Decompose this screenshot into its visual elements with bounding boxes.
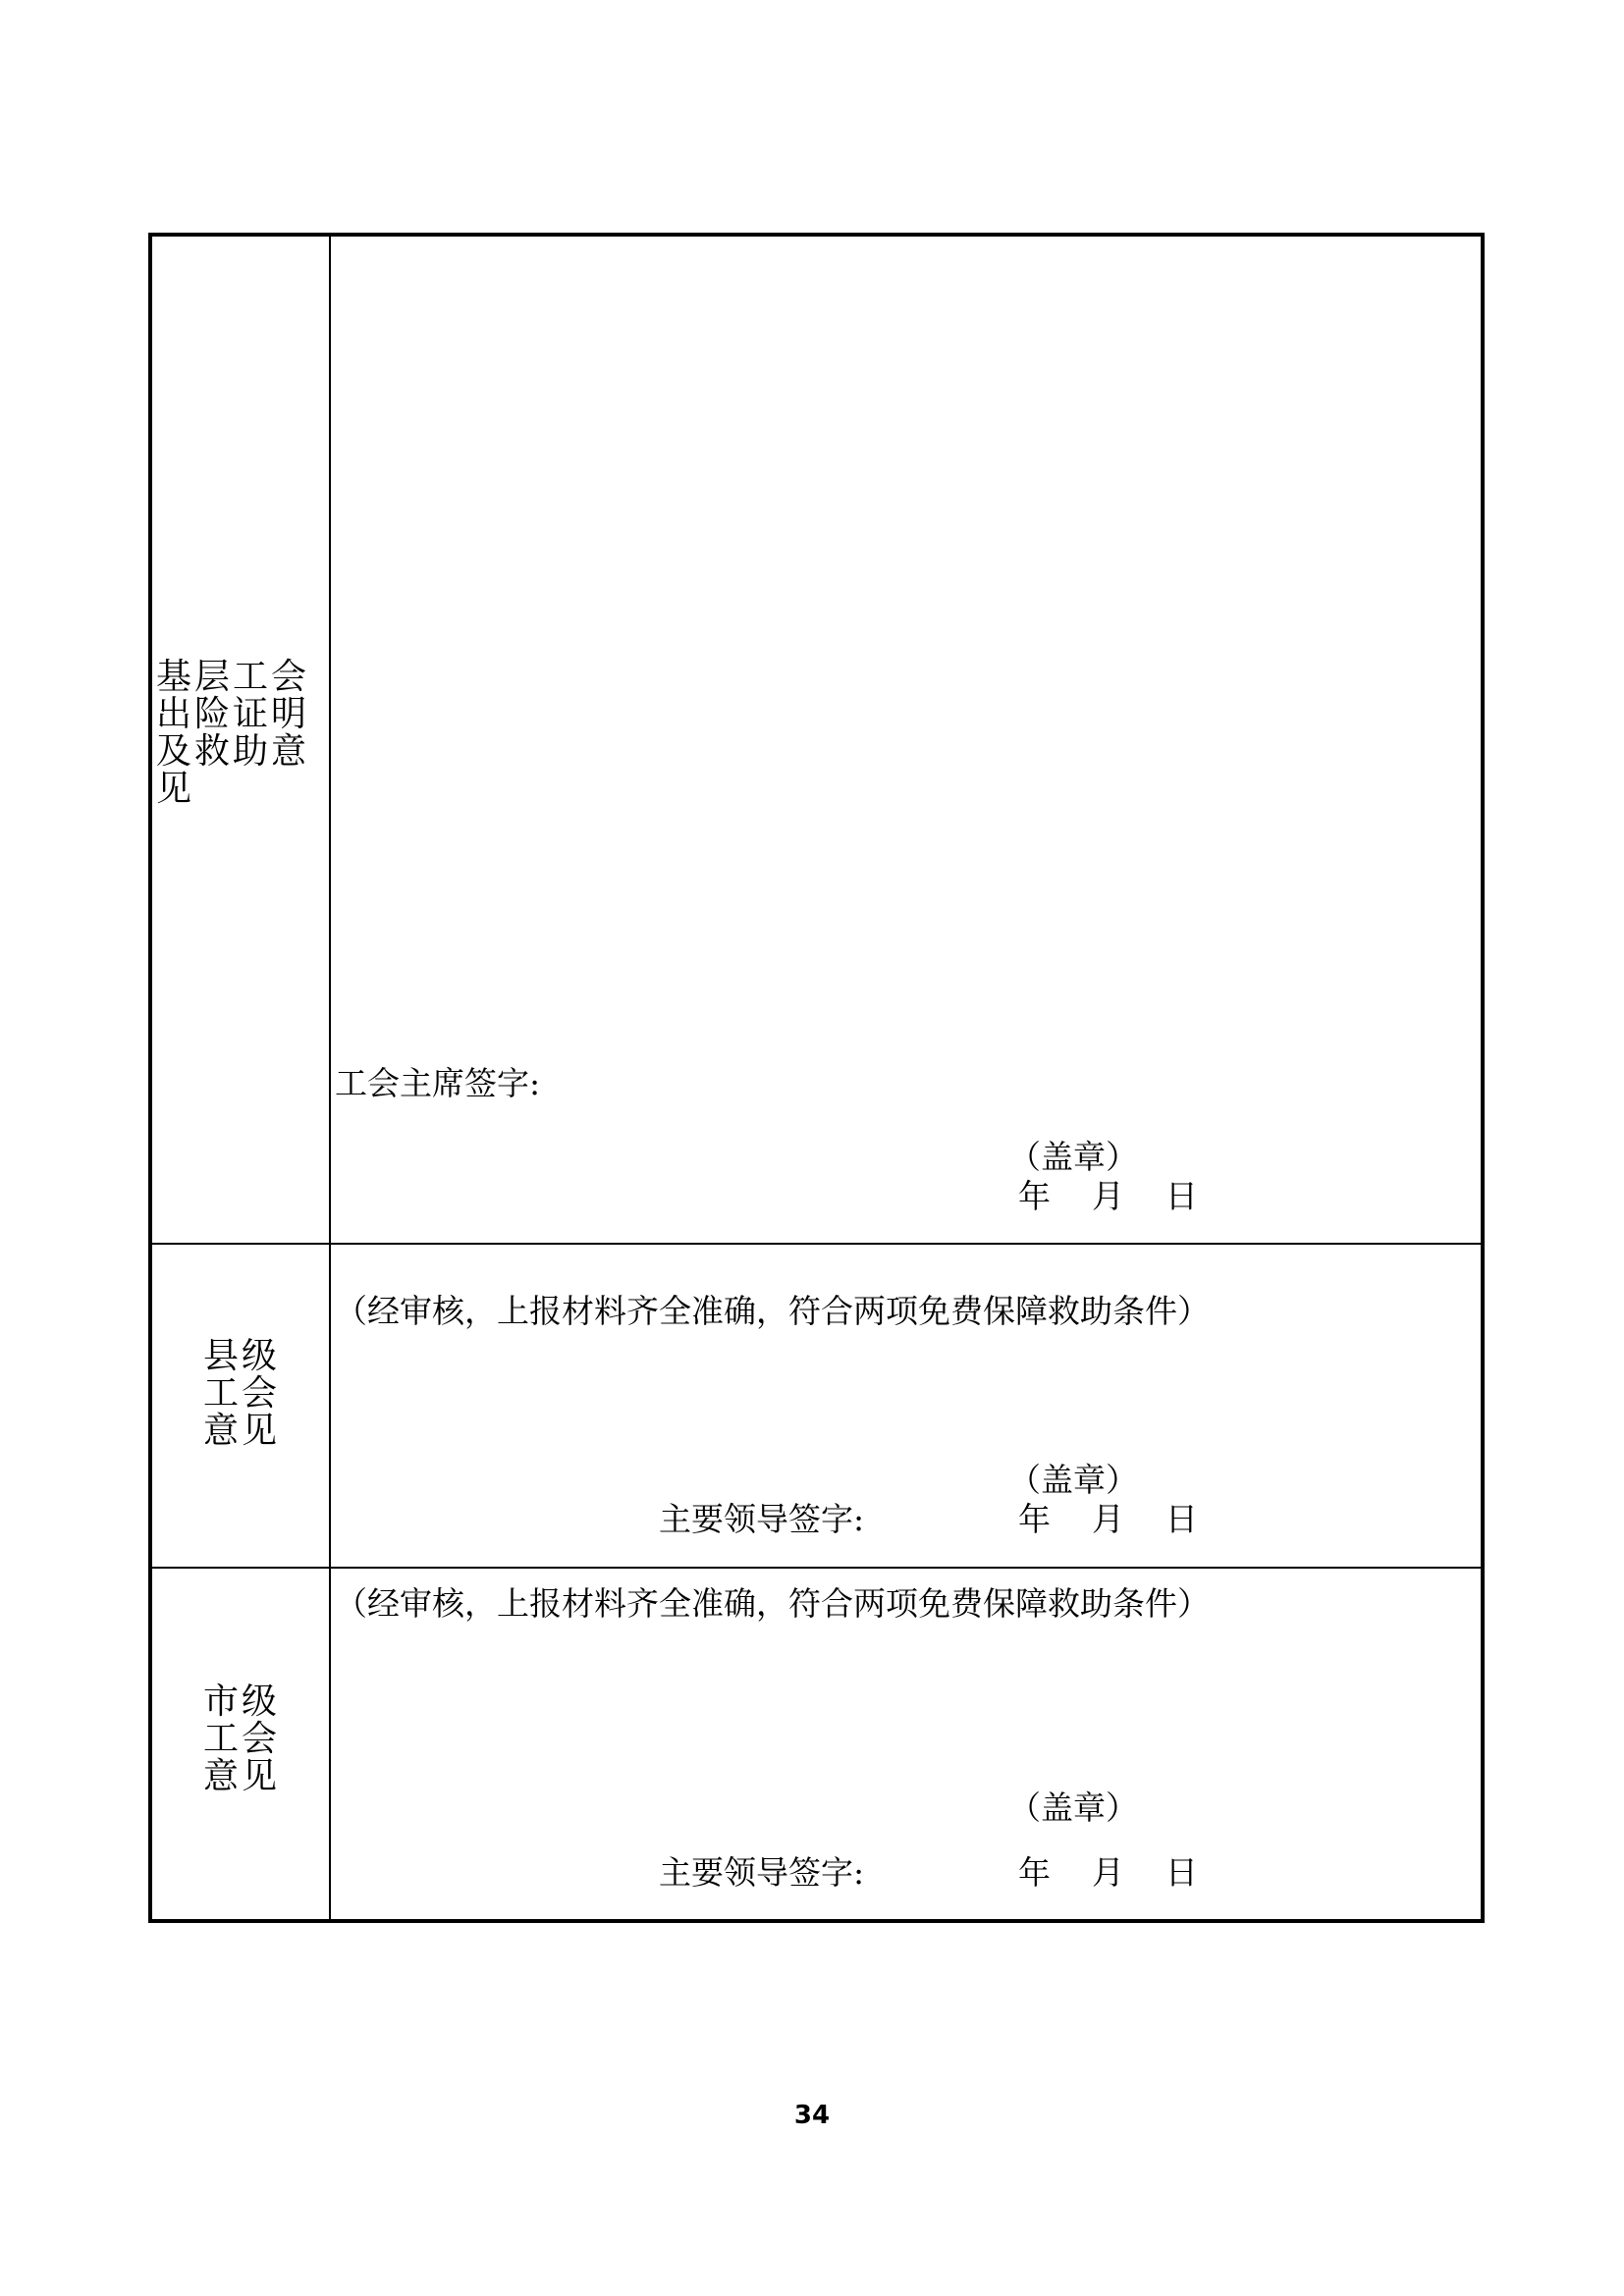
city-union-row — [152, 1567, 1481, 1919]
county-union-row — [152, 1243, 1481, 1569]
county-union-label: 县级 工会 意见 — [203, 1336, 281, 1451]
date-label: 年 月 日 — [1018, 1177, 1198, 1215]
date-label: 年 月 日 — [1018, 1500, 1198, 1538]
county-opinion-text: （经审核，上报材料齐全准确，符合两项免费保障救助条件） — [335, 1292, 1210, 1330]
city-union-label: 市级 工会 意见 — [203, 1682, 281, 1796]
grassroots-union-label: 基层工会 出险证明 及救助意 见 — [156, 657, 310, 809]
city-union-opinion-field[interactable] — [331, 1569, 1481, 1919]
date-label: 年 月 日 — [1018, 1853, 1198, 1892]
assistance-opinion-table — [148, 233, 1485, 1923]
grassroots-union-row — [152, 237, 1481, 1243]
grassroots-union-opinion-field[interactable] — [331, 237, 1481, 1243]
seal-label: （盖章） — [1008, 1789, 1138, 1827]
leader-signature-label: 主要领导签字: — [659, 1500, 865, 1538]
page-number: 34 — [793, 2101, 831, 2130]
leader-signature-label: 主要领导签字: — [659, 1853, 865, 1892]
county-union-opinion-field[interactable] — [331, 1245, 1481, 1569]
grassroots-union-label-cell — [152, 237, 331, 1243]
seal-label: （盖章） — [1008, 1138, 1138, 1176]
county-union-label-cell — [152, 1245, 331, 1569]
chair-signature-label: 工会主席签字: — [335, 1064, 541, 1102]
city-union-label-cell — [152, 1569, 331, 1919]
seal-label: （盖章） — [1008, 1461, 1138, 1499]
city-opinion-text: （经审核，上报材料齐全准确，符合两项免费保障救助条件） — [335, 1584, 1210, 1623]
